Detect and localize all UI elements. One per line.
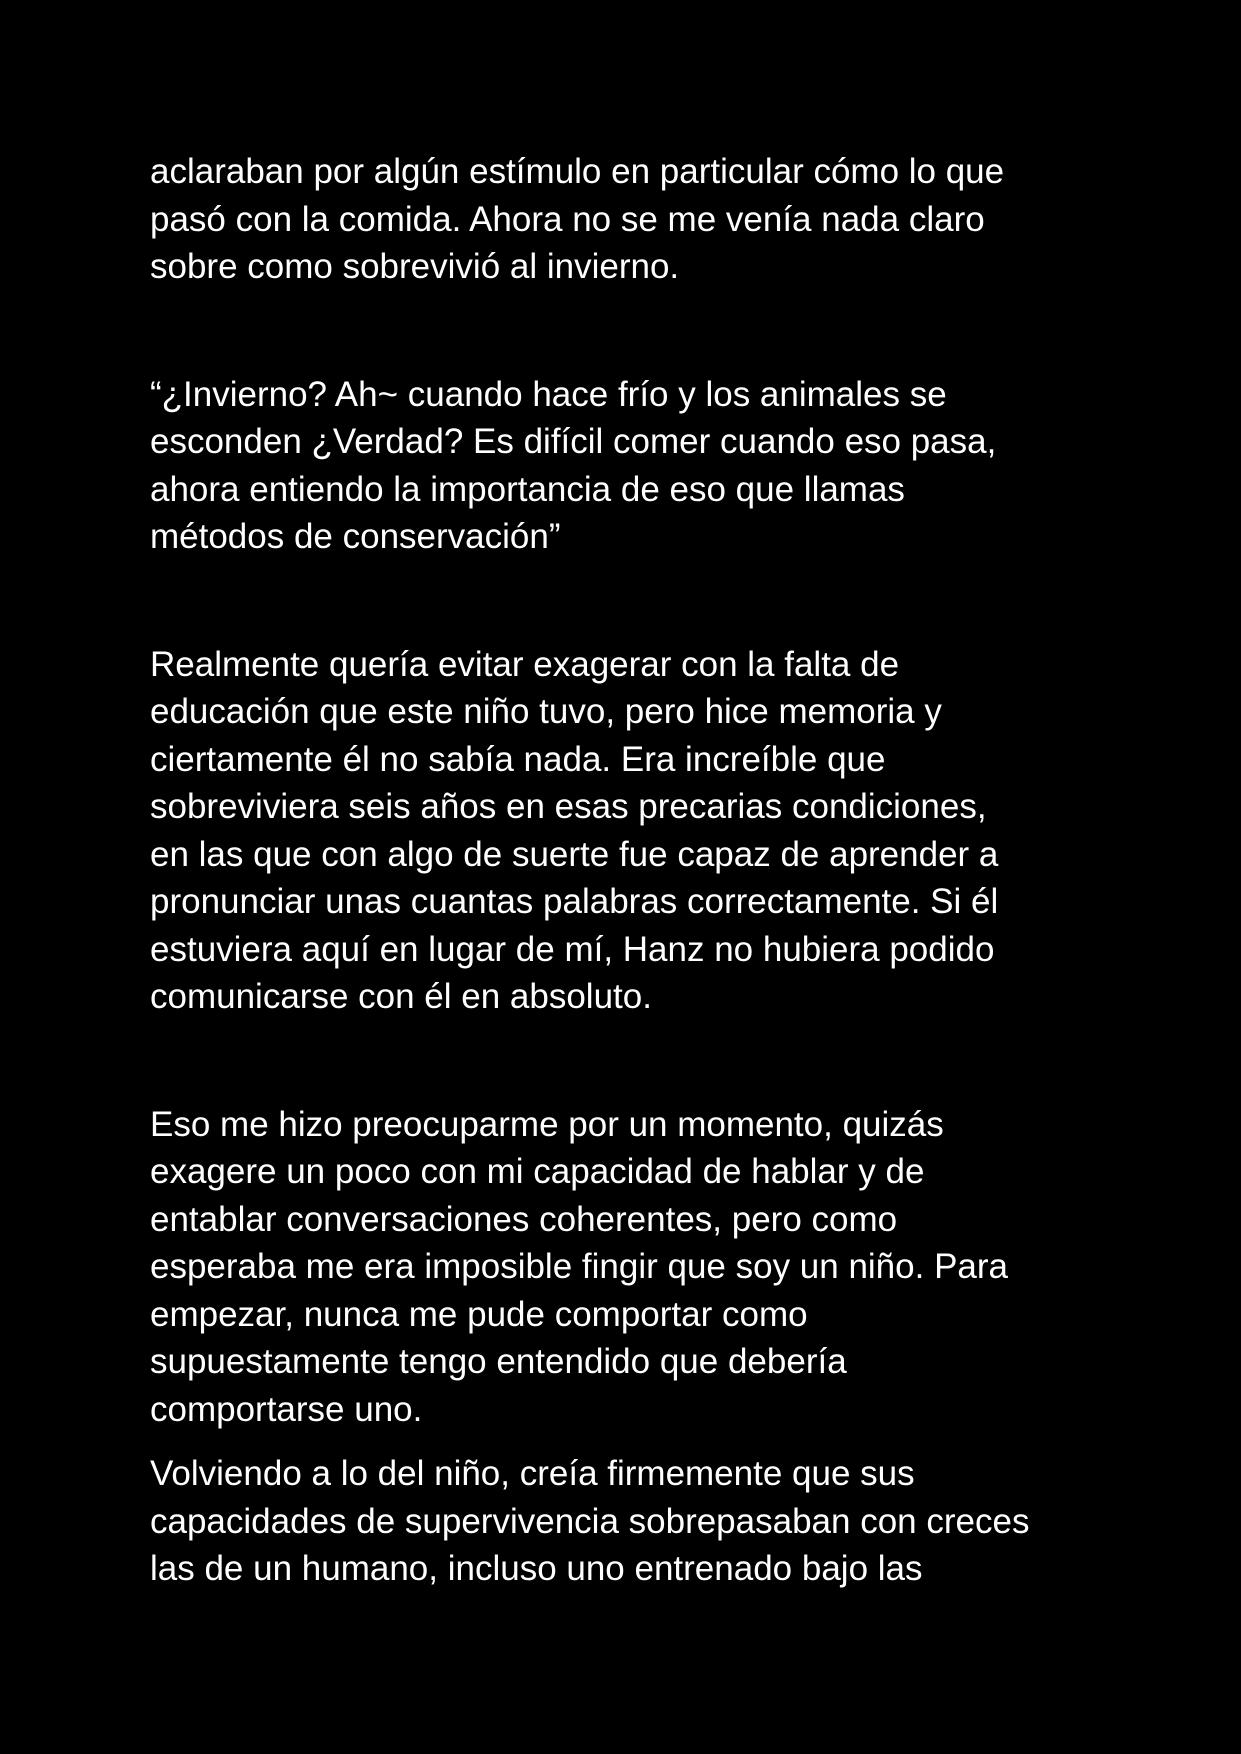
text-body — [150, 148, 1110, 1593]
paragraph-4: Eso me hizo preocuparme por un momento, quizás exagere un poco con mi capacidad de hablar y de entablar conversaciones coherentes, pero como esperaba me era imposible fingir que soy un niño. Para empezar, nunca me pude comportar como supuestamente tengo entendido que debería comportarse uno. — [150, 1104, 1008, 1429]
paragraph-5: Volviendo a lo del niño, creía firmemente que sus capacidades de supervivencia sobrepasaban con creces las de un humano, incluso uno entrenado bajo las — [150, 1454, 1030, 1588]
paragraph-2: “¿Invierno? Ah~ cuando hace frío y los animales se esconden ¿Verdad? Es difícil comer cuando eso pasa, ahora entiendo la importancia de eso que llamas métodos de conservación” — [150, 374, 997, 556]
paragraph-1: aclaraban por algún estímulo en particular cómo lo que pasó con la comida. Ahora no se me venía nada claro sobre como sobrevivió al invierno. — [150, 152, 1005, 286]
paragraph-3: Realmente quería evitar exagerar con la falta de educación que este niño tuvo, pero hice memoria y ciertamente él no sabía nada. Era increíble que sobreviviera seis años en esas precarias condiciones, en las que con algo de suerte fue capaz de aprender a pronunciar unas cuantas palabras correctamente. Si él estuviera aquí en lugar de mí, Hanz no hubiera podido comunicarse con él en absoluto. — [150, 644, 999, 1016]
